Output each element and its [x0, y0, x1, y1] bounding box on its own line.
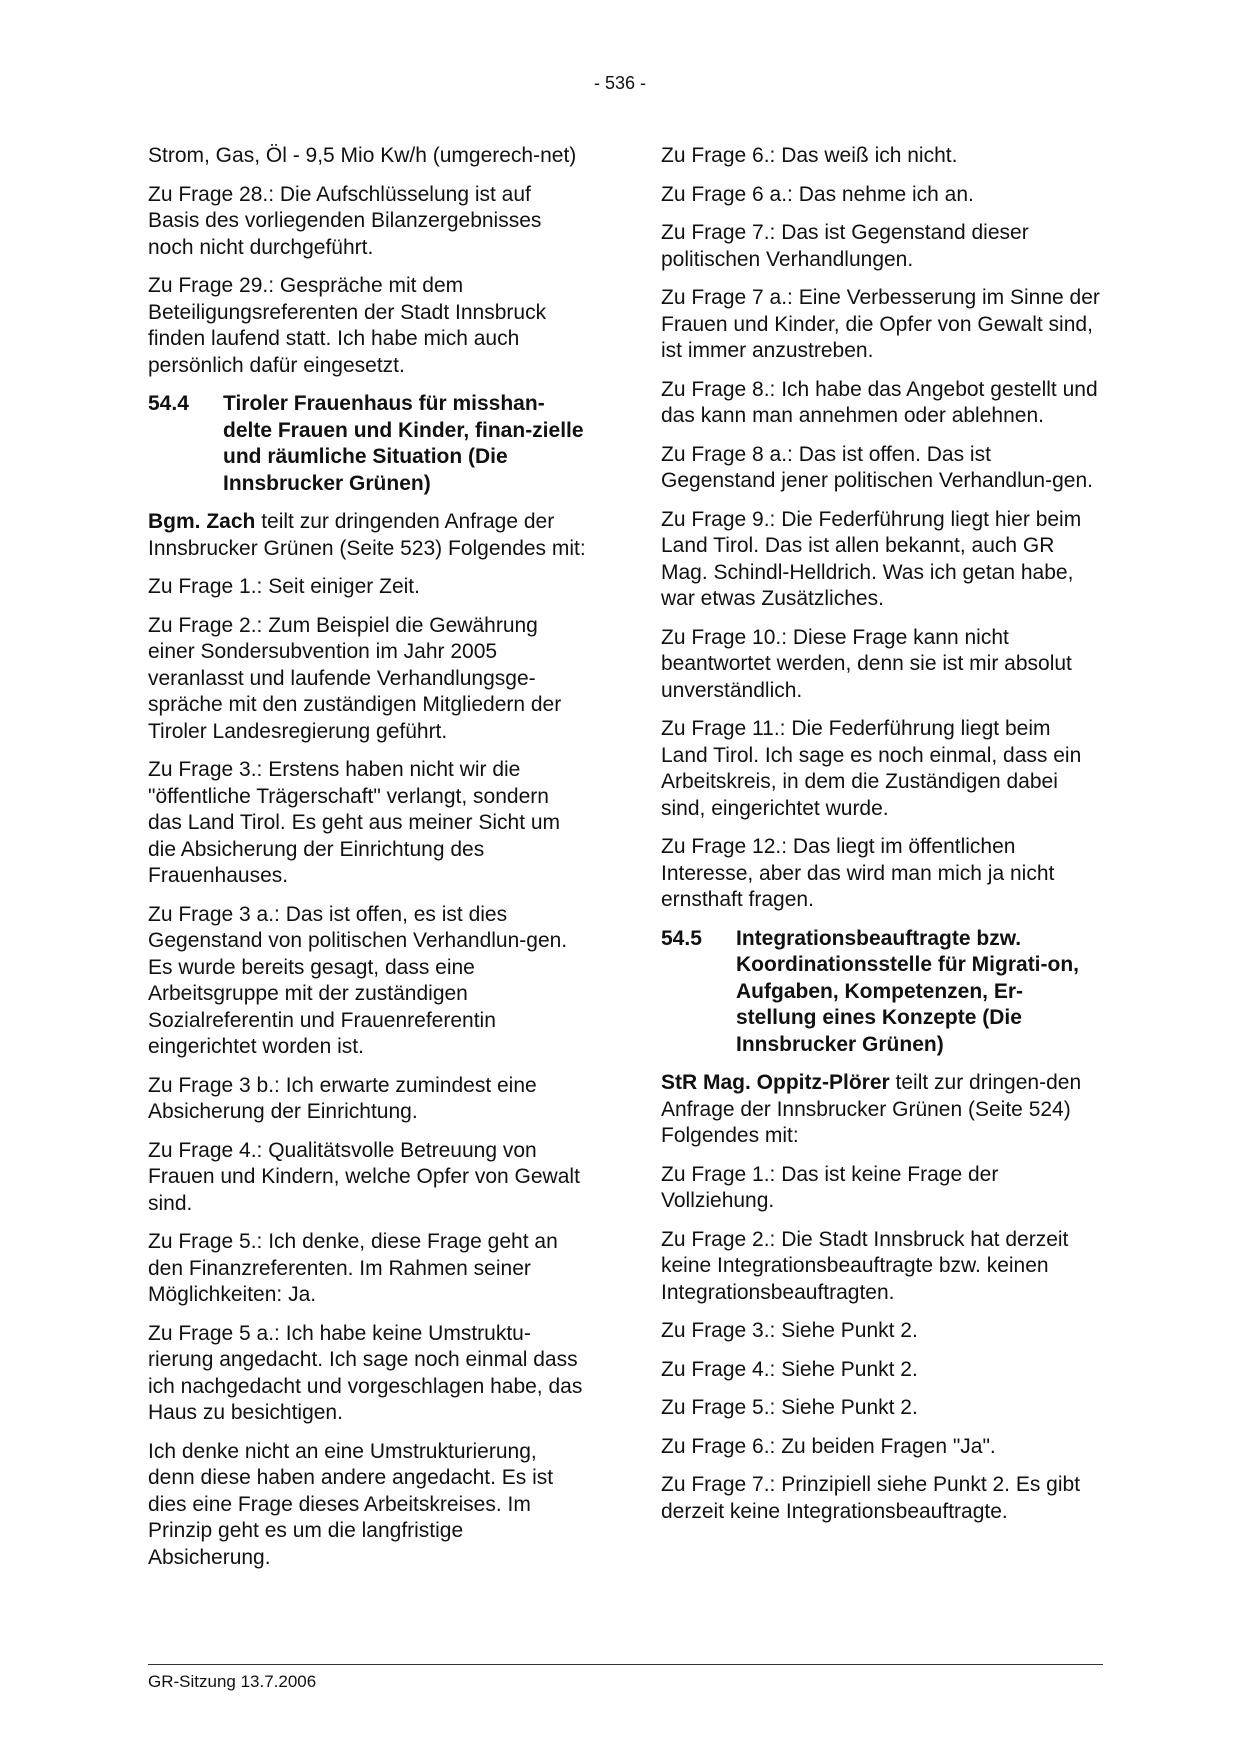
answer-paragraph: Zu Frage 5 a.: Ich habe keine Umstruktu-rierung angedacht. Ich sage noch einmal dass ich nachgedacht und vorgeschlagen habe, das Haus zu besichtigen.: [148, 1321, 583, 1424]
speaker-name: StR Mag. Oppitz-Plörer: [661, 1071, 890, 1094]
paragraph: Strom, Gas, Öl - 9,5 Mio Kw/h (umgerech-net): [148, 144, 577, 167]
answer-paragraph: Zu Frage 1.: Das ist keine Frage der Vollziehung.: [661, 1162, 999, 1212]
answer-paragraph: Zu Frage 1.: Seit einiger Zeit.: [148, 575, 420, 598]
answer-paragraph: Zu Frage 6.: Das weiß ich nicht.: [661, 144, 958, 167]
answer-paragraph: Zu Frage 11.: Die Federführung liegt beim Land Tirol. Ich sage es noch einmal, dass ein Arbeitskreis, in dem die Zuständigen dabei sind, eingerichtet wurde.: [661, 717, 1082, 820]
answer-paragraph: Ich denke nicht an eine Umstrukturierung, denn diese haben andere angedacht. Es ist dies eine Frage dieses Arbeitskreises. Im Prinzip geht es um die langfristige Absicherung.: [148, 1439, 554, 1569]
answer-paragraph: Zu Frage 3.: Erstens haben nicht wir die "öffentliche Trägerschaft" verlangt, sondern das Land Tirol. Es geht aus meiner Sicht um die Absicherung der Einrichtung des Frauenhauses.: [148, 758, 561, 887]
left-column: [148, 143, 588, 1583]
section-number: 54.5: [661, 926, 702, 950]
answer-paragraph: Zu Frage 9.: Die Federführung liegt hier beim Land Tirol. Das ist allen bekannt, auch GR Mag. Schindl-Helldrich. Was ich getan habe, war etwas Zusätzliches.: [661, 507, 1082, 610]
intro-text: teilt zur dringenden Anfrage der Innsbrucker Grünen (Seite 523) Folgendes mit:: [148, 510, 586, 560]
answer-paragraph: Zu Frage 6 a.: Das nehme ich an.: [661, 182, 974, 206]
answer-paragraph: Zu Frage 3.: Siehe Punkt 2.: [661, 1319, 918, 1342]
answer-paragraph: Zu Frage 3 a.: Das ist offen, es ist dies Gegenstand von politischen Verhandlun-gen. Es wurde bereits gesagt, dass eine Arbeitsgruppe mit der zuständigen Sozialreferentin und Frauenreferentin eingerichtet worden ist.: [148, 902, 568, 1058]
answer-paragraph: Zu Frage 6.: Zu beiden Fragen "Ja".: [661, 1434, 996, 1458]
speaker-name: Bgm. Zach: [148, 510, 256, 533]
answer-paragraph: Zu Frage 4.: Qualitätsvolle Betreuung von Frauen und Kindern, welche Opfer von Gewalt sind.: [148, 1138, 580, 1215]
section-title: Tiroler Frauenhaus für misshan-delte Frauen und Kinder, finan-zielle und räumliche Situation (Die Innsbrucker Grünen): [223, 392, 584, 495]
answer-paragraph: Zu Frage 7 a.: Eine Verbesserung im Sinne der Frauen und Kinder, die Opfer von Gewalt sind, ist immer anzustreben.: [661, 286, 1100, 362]
answer-paragraph: Zu Frage 5.: Siehe Punkt 2.: [661, 1396, 918, 1419]
footer-divider: [148, 1664, 1103, 1665]
section-number: 54.4: [148, 392, 189, 415]
answer-paragraph: Zu Frage 12.: Das liegt im öffentlichen Interesse, aber das wird man mich ja nicht ernsthaft fragen.: [661, 835, 1055, 911]
answer-paragraph: Zu Frage 2.: Zum Beispiel die Gewährung einer Sondersubvention im Jahr 2005 veranlasst und laufende Verhandlungsge-spräche mit den zuständigen Mitgliedern der Tiroler Landesregierung geführt.: [148, 613, 562, 743]
right-column: [661, 143, 1101, 1537]
answer-paragraph: Zu Frage 2.: Die Stadt Innsbruck hat derzeit keine Integrationsbeauftragte bzw. keinen Integrationsbeauftragten.: [661, 1227, 1069, 1304]
section-title: Integrationsbeauftragte bzw. Koordinationsstelle für Migrati-on, Aufgaben, Kompetenzen, Er-stellung eines Konzepte (Die Innsbrucker Grünen): [736, 926, 1080, 1056]
answer-paragraph: Zu Frage 3 b.: Ich erwarte zumindest eine Absicherung der Einrichtung.: [148, 1073, 537, 1123]
section-heading-54-5: [661, 926, 1101, 1059]
speaker-intro: [148, 509, 588, 562]
intro-text: teilt zur dringen-den Anfrage der Innsbrucker Grünen (Seite 524) Folgendes mit:: [661, 1071, 1082, 1147]
answer-paragraph: Zu Frage 10.: Diese Frage kann nicht beantwortet werden, denn sie ist mir absolut unverständlich.: [661, 625, 1072, 702]
answer-paragraph: Zu Frage 7.: Prinzipiell siehe Punkt 2. Es gibt derzeit keine Integrationsbeauftragte.: [661, 1473, 1081, 1523]
answer-paragraph: Zu Frage 7.: Das ist Gegenstand dieser politischen Verhandlungen.: [661, 221, 1029, 271]
page-number: - 536 -: [593, 73, 647, 93]
paragraph: Zu Frage 29.: Gespräche mit dem Beteiligungsreferenten der Stadt Innsbruck finden laufend statt. Ich habe mich auch persönlich dafür eingesetzt.: [148, 274, 547, 377]
answer-paragraph: Zu Frage 5.: Ich denke, diese Frage geht an den Finanzreferenten. Im Rahmen seiner Möglichkeiten: Ja.: [148, 1230, 558, 1306]
speaker-intro: [661, 1070, 1101, 1150]
answer-paragraph: Zu Frage 8.: Ich habe das Angebot gestellt und das kann man annehmen oder ablehnen.: [661, 377, 1098, 427]
answer-paragraph: Zu Frage 4.: Siehe Punkt 2.: [661, 1357, 918, 1381]
footer-session-date: GR-Sitzung 13.7.2006: [148, 1672, 317, 1691]
section-heading-54-4: [148, 391, 588, 497]
paragraph: Zu Frage 28.: Die Aufschlüsselung ist auf Basis des vorliegenden Bilanzergebnisses noch nicht durchgeführt.: [148, 182, 542, 259]
answer-paragraph: Zu Frage 8 a.: Das ist offen. Das ist Gegenstand jener politischen Verhandlun-gen.: [661, 442, 1093, 492]
